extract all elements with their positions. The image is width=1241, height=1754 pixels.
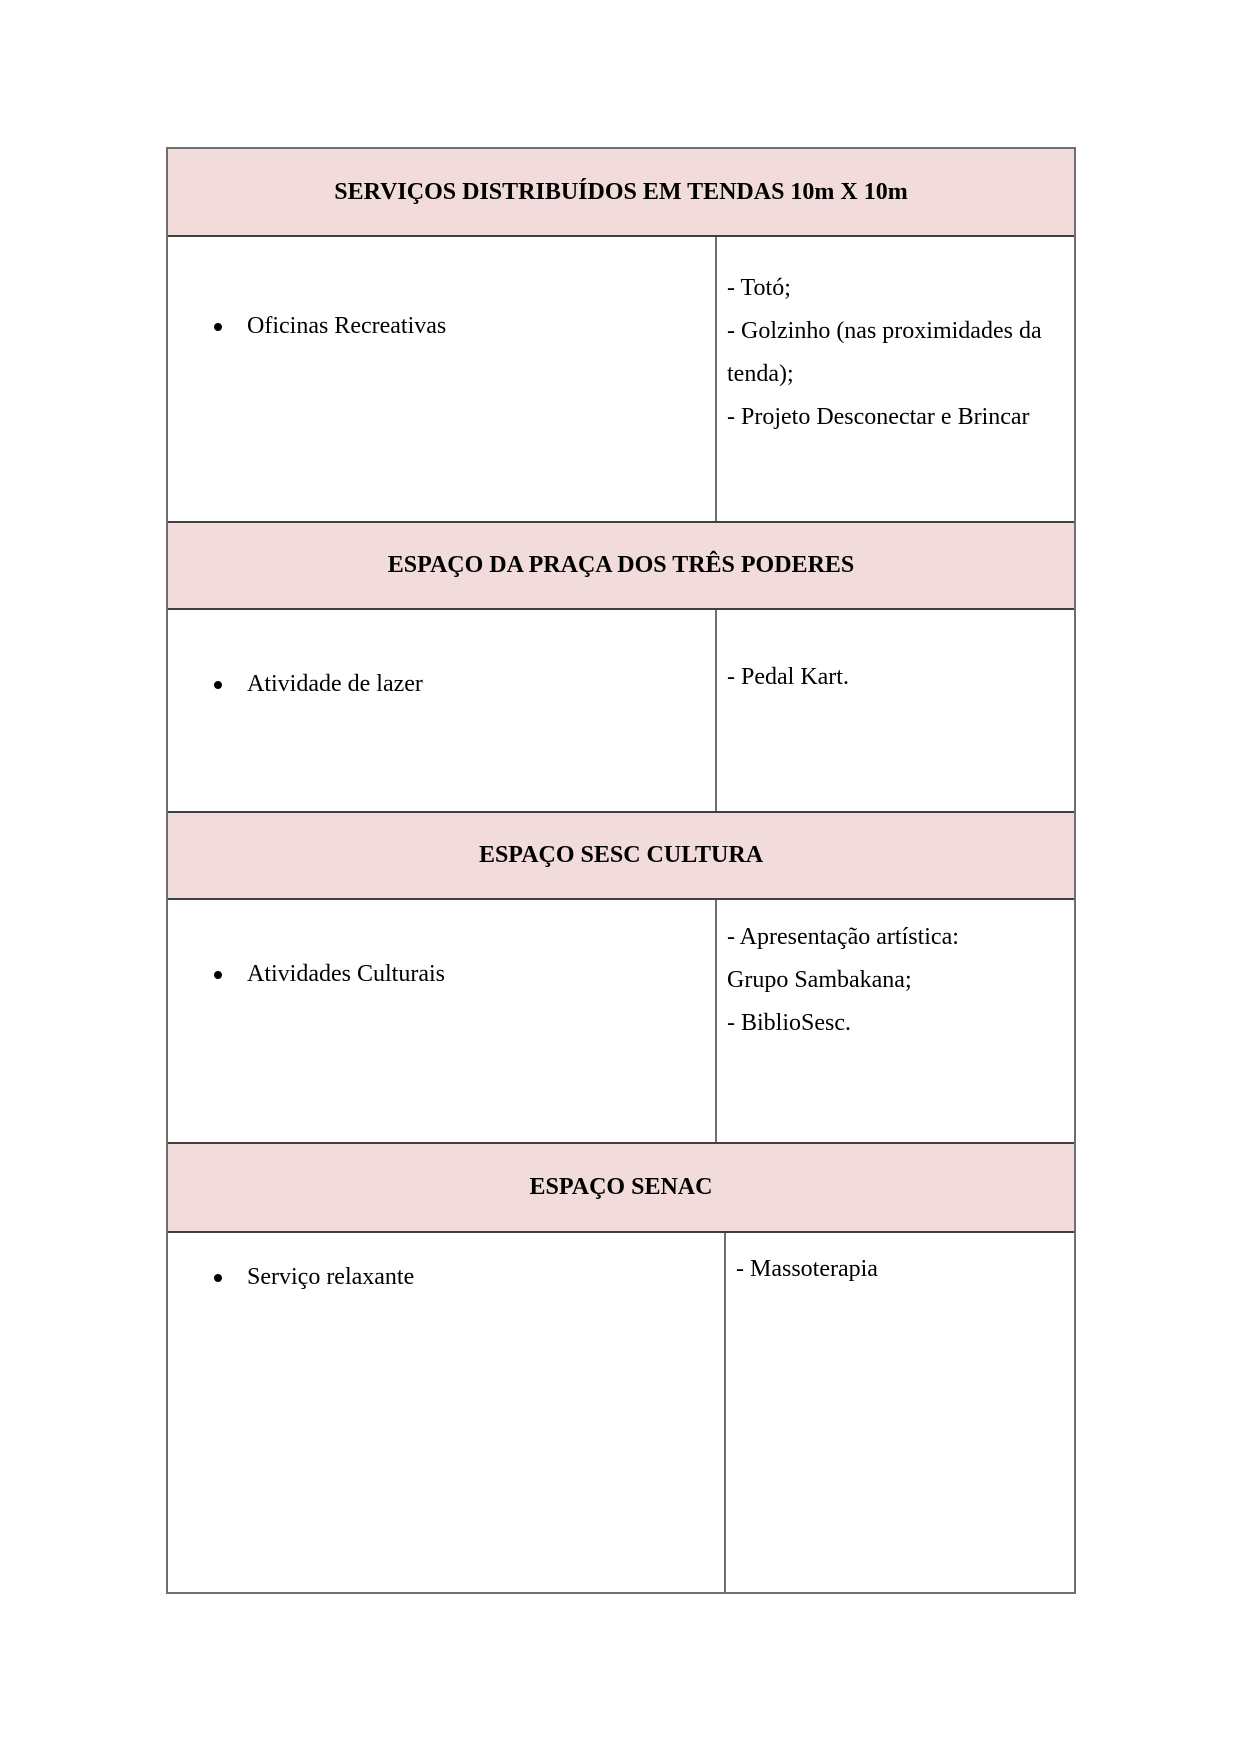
details-list xyxy=(727,267,1042,439)
section-header xyxy=(168,149,1074,237)
section-row xyxy=(168,610,1074,813)
details-list xyxy=(727,656,849,699)
details-list xyxy=(736,1248,878,1291)
detail-line: Grupo Sambakana; xyxy=(727,967,912,993)
section-header xyxy=(168,521,1074,610)
item-label: Atividade de lazer xyxy=(247,671,423,697)
column-divider xyxy=(724,1233,726,1592)
section-header xyxy=(168,1142,1074,1233)
detail-line: - Golzinho (nas proximidades da xyxy=(727,318,1042,344)
section-title: ESPAÇO SENAC xyxy=(529,1174,713,1200)
column-divider xyxy=(715,237,717,523)
item-label: Oficinas Recreativas xyxy=(247,313,447,339)
detail-line: - Projeto Desconectar e Brincar xyxy=(727,404,1030,430)
item-label: Atividades Culturais xyxy=(247,961,445,987)
section-title: ESPAÇO DA PRAÇA DOS TRÊS PODERES xyxy=(387,552,855,578)
section-row xyxy=(168,900,1074,1144)
section-title: SERVIÇOS DISTRIBUÍDOS EM TENDAS 10m X 10m xyxy=(334,178,908,205)
item-label: Serviço relaxante xyxy=(247,1264,415,1290)
column-divider xyxy=(715,610,717,813)
section-title: ESPAÇO SESC CULTURA xyxy=(478,842,764,868)
section-header xyxy=(168,811,1074,900)
column-divider xyxy=(715,900,717,1144)
section-row xyxy=(168,1233,1074,1592)
details-list xyxy=(727,916,959,1045)
bullet-icon xyxy=(214,681,222,689)
detail-line: - Massoterapia xyxy=(736,1256,878,1282)
detail-line: - Apresentação artística: xyxy=(727,924,959,950)
bullet-icon xyxy=(214,1274,222,1282)
bullet-icon xyxy=(214,323,222,331)
detail-line: - BiblioSesc. xyxy=(727,1010,851,1036)
detail-line: - Pedal Kart. xyxy=(727,664,849,690)
services-table xyxy=(166,147,1076,1594)
detail-line: - Totó; xyxy=(727,275,791,301)
detail-line: tenda); xyxy=(727,361,794,387)
bullet-icon xyxy=(214,971,222,979)
section-row xyxy=(168,237,1074,523)
